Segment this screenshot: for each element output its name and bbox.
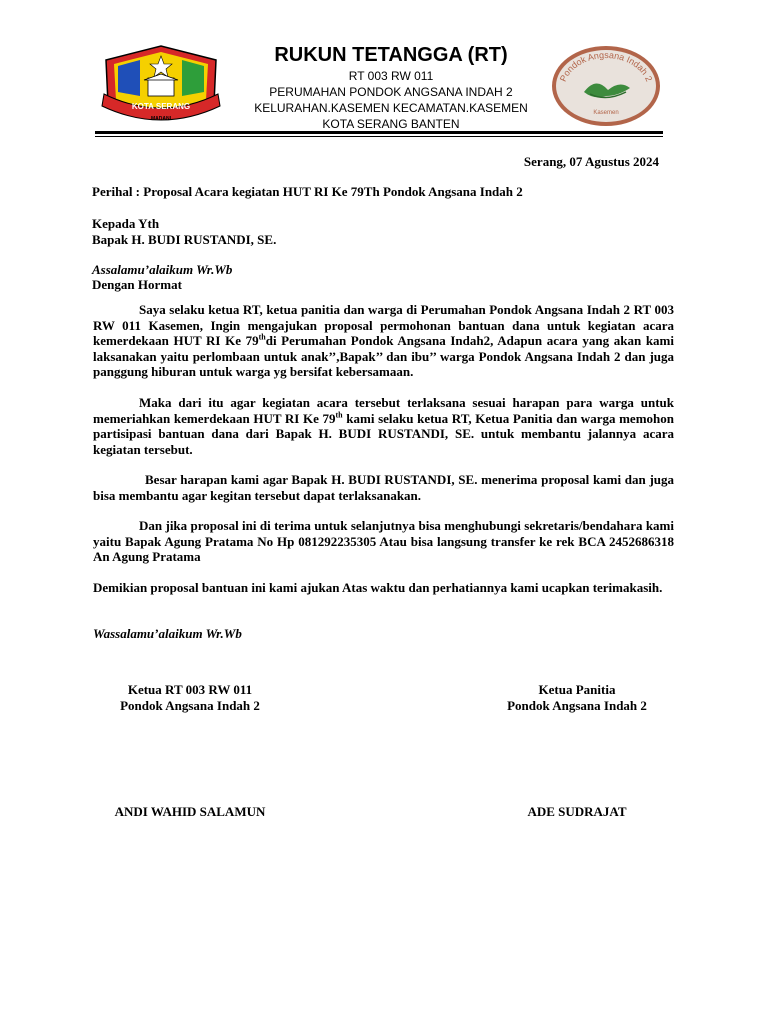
signature-left-role-line2: Pondok Angsana Indah 2 [120, 697, 260, 713]
paragraph-2 [93, 395, 674, 457]
stamp-bottom-text: Kasemen [593, 110, 619, 116]
signature-left-role [90, 682, 290, 713]
opening-salam: Assalamu’alaikum Wr.Wb [92, 262, 233, 277]
recipient-name: Bapak H. BUDI RUSTANDI, SE. [92, 232, 277, 247]
paragraph-4-text: Dan jika proposal ini di terima untuk selanjutnya bisa menghubungi sekretaris/bendahara kami yaitu Bapak Agung Pratama No Hp 081292235305 Atau bisa langsung transfer ke rek BCA 2452686318 An Agung Pratama [93, 518, 674, 564]
opening-hormat: Dengan Hormat [92, 277, 182, 292]
letterhead-kota: KOTA SERANG BANTEN [322, 117, 460, 131]
letterhead-perumahan: PERUMAHAN PONDOK ANGSANA INDAH 2 [269, 85, 513, 99]
greeting-block [92, 262, 232, 292]
stamp-text: Pondok Angsana Indah 2 [557, 49, 655, 84]
paragraph-2-sup: th [335, 410, 343, 420]
kota-serang-emblem-icon [96, 44, 226, 126]
pondok-angsana-stamp-icon [550, 44, 662, 128]
letterhead-kelurahan: KELURAHAN.KASEMEN KECAMATAN.KASEMEN [254, 101, 528, 115]
letterhead-rt-rw: RT 003 RW 011 [348, 69, 434, 83]
paragraph-5-text: Demikian proposal bantuan ini kami ajukan Atas waktu dan perhatiannya kami ucapkan terimakasih. [93, 580, 663, 595]
paragraph-1-text-a: Saya selaku ketua RT, ketua panitia dan warga di Perumahan Pondok Angsana Indah 2 RT 003 RW 011 Kasemen, Ingin mengajukan proposal permohonan bantuan dana untuk kegiatan acara kemerdekaan HUT RI Ke 79 [93, 302, 674, 348]
letter-date: Serang, 07 Agustus 2024 [523, 154, 659, 169]
recipient-salutation: Kepada Yth [92, 216, 160, 231]
letterhead-title: RUKUN TETANGGA (RT) [274, 44, 508, 66]
emblem-motto: MADANI [151, 116, 171, 122]
paragraph-1 [93, 302, 674, 380]
paragraph-4 [93, 518, 674, 565]
signature-left-role-line1: Ketua RT 003 RW 011 [127, 682, 253, 697]
signature-right-name: ADE SUDRAJAT [527, 804, 627, 819]
recipient-block [92, 216, 276, 248]
closing-salam: Wassalamu’alaikum Wr.Wb [93, 626, 242, 641]
letterhead-rule-thick [95, 131, 663, 134]
letter-subject: Perihal : Proposal Acara kegiatan HUT RI Ke 79Th Pondok Angsana Indah 2 [92, 184, 523, 199]
paragraph-2-text-a: Maka dari itu agar kegiatan acara tersebut terlaksana sesuai harapan para warga untuk memeriahkan kemerdekaan HUT RI Ke 79 [93, 395, 674, 426]
paragraph-2-text-b: kami selaku ketua RT, Ketua Panitia dan warga memohon partisipasi bantuan dana dari Bapak H. BUDI RUSTANDI, SE. untuk membantu jalannya acara kegiatan tersebut. [93, 410, 674, 457]
letterhead-rule-thin [95, 136, 663, 137]
emblem-text: KOTA SERANG [131, 102, 191, 111]
letterhead-text [236, 42, 546, 132]
signature-right-role-line2: Pondok Angsana Indah 2 [507, 697, 647, 713]
signature-right-role [477, 682, 677, 713]
paragraph-3-text: Besar harapan kami agar Bapak H. BUDI RUSTANDI, SE. menerima proposal kami dan juga bisa membantu agar kegitan tersebut dapat terlaksanakan. [93, 472, 674, 503]
paragraph-1-text-b: di Perumahan Pondok Angsana Indah2, Adapun acara yang akan kami laksanakan yaitu perlombaan untuk anak’’,Bapak’’ dan ibu’’ warga Pondok Angsana Indah 2 dan juga panggung hiburan untuk warga yg bersifat kebersamaan. [93, 333, 674, 379]
letterhead [0, 0, 768, 140]
paragraph-1-sup: th [258, 332, 266, 342]
signature-left-name: ANDI WAHID SALAMUN [114, 804, 266, 819]
signature-right-role-line1: Ketua Panitia [538, 682, 616, 697]
paragraph-3 [93, 472, 674, 503]
paragraph-5 [93, 580, 674, 596]
